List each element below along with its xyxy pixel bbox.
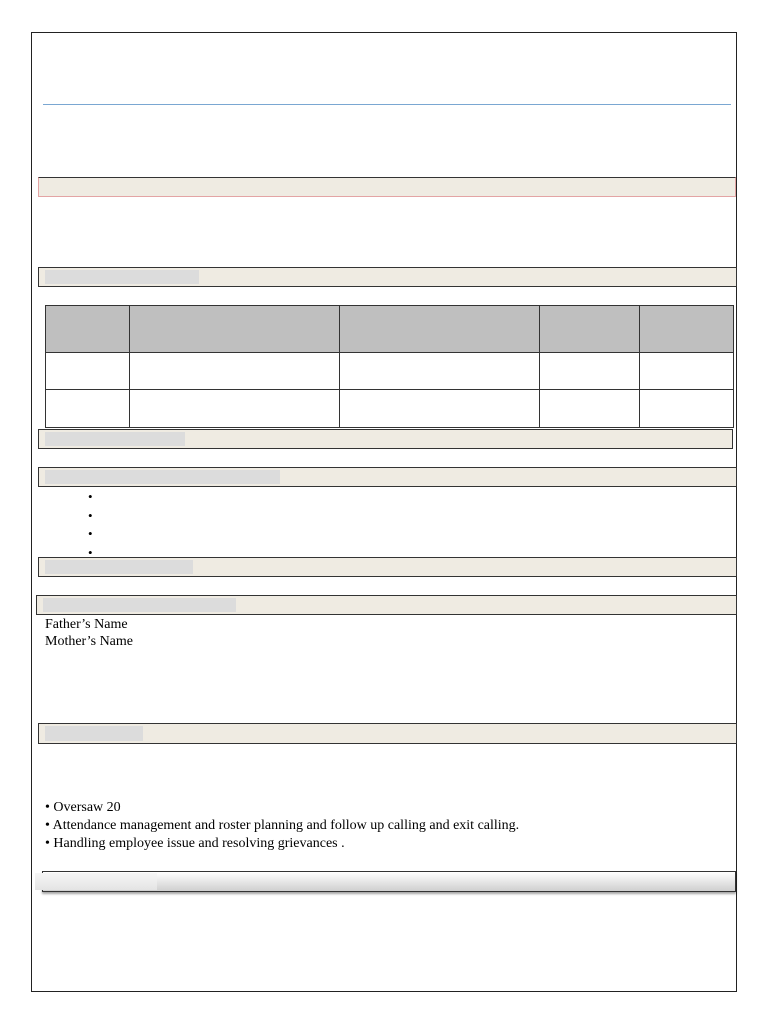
table-header-cell — [46, 306, 130, 353]
section-heading-placeholder — [45, 432, 185, 446]
table-cell — [640, 390, 734, 428]
table-row — [46, 353, 734, 390]
section-heading-placeholder — [35, 873, 157, 890]
mothers-name-label: Mother’s Name — [45, 634, 133, 649]
table-cell — [640, 353, 734, 390]
table-cell — [46, 353, 130, 390]
table-header-cell — [640, 306, 734, 353]
section-heading-placeholder — [45, 270, 199, 284]
section-heading-placeholder — [45, 726, 143, 741]
list-item — [88, 488, 97, 507]
header-divider — [43, 104, 731, 105]
experience-duties-list — [45, 799, 519, 853]
declaration-section-bar — [42, 871, 736, 892]
skills-bullet-list — [88, 488, 97, 562]
list-item — [88, 507, 97, 526]
table-cell — [540, 390, 640, 428]
table-header-cell — [540, 306, 640, 353]
table-cell — [130, 390, 340, 428]
objective-section-bar — [38, 177, 736, 197]
section-heading-placeholder — [45, 470, 280, 484]
table-cell — [340, 390, 540, 428]
table-header-row — [46, 306, 734, 353]
qualification-table — [45, 305, 734, 428]
skills-section-bar — [38, 467, 737, 487]
section-heading-placeholder — [43, 598, 236, 612]
table-cell — [130, 353, 340, 390]
list-item: • Attendance management and roster planning and follow up calling and exit calling. — [45, 817, 519, 835]
fathers-name-label: Father’s Name — [45, 617, 128, 632]
table-header-cell — [340, 306, 540, 353]
table-cell — [540, 353, 640, 390]
list-item: • Oversaw 20 — [45, 799, 519, 817]
table-cell — [46, 390, 130, 428]
table-header-cell — [130, 306, 340, 353]
work-experience-section-bar — [38, 723, 737, 744]
qualification-section-bar — [38, 267, 737, 287]
strengths-section-bar — [38, 557, 737, 577]
table-row — [46, 390, 734, 428]
table-cell — [340, 353, 540, 390]
list-item: • Handling employee issue and resolving grievances . — [45, 835, 519, 853]
personal-details-section-bar — [36, 595, 737, 615]
computer-skills-section-bar — [38, 429, 733, 449]
personal-details — [45, 616, 133, 650]
list-item — [88, 525, 97, 544]
section-heading-placeholder — [45, 560, 193, 574]
